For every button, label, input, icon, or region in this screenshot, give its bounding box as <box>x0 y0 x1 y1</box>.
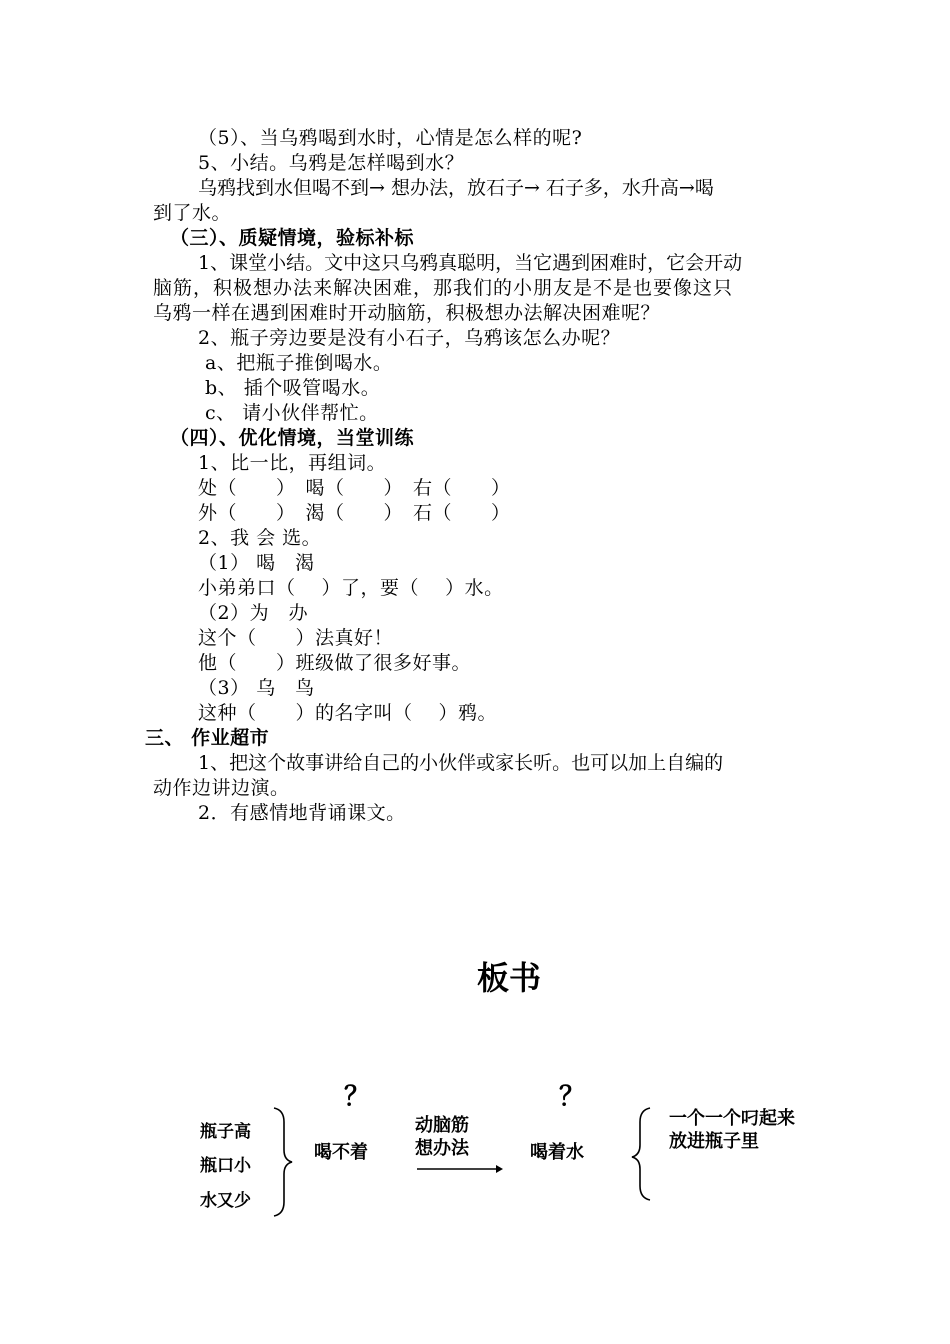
board-left-item: 瓶子高 <box>200 1122 251 1142</box>
text-line: 乌鸦找到水但喝不到→ 想办法，放石子→ 石子多，水升高→喝 <box>198 177 714 199</box>
board-think-line1: 动脑筋 <box>415 1115 469 1136</box>
text-line: 到了水。 <box>153 202 232 224</box>
text-line: 外（ ） 渴（ ） 石（ ） <box>198 502 511 524</box>
right-brace <box>632 1108 650 1200</box>
board-think-line2: 想办法 <box>415 1138 469 1159</box>
board-right-line1: 一个一个叼起来 <box>669 1108 795 1129</box>
text-line: 乌鸦一样在遇到困难时开动脑筋，积极想办法解决困难呢？ <box>153 302 661 324</box>
text-line: 这种（ ）的名字叫（ ）鸦。 <box>198 702 498 724</box>
text-line: 1、比一比，再组词。 <box>198 452 387 474</box>
text-line: 脑筋，积极想办法来解决困难，那我们的小朋友是不是也要像这只 <box>153 277 734 299</box>
text-line: 2、我 会 选。 <box>198 527 322 549</box>
board-title: 板书 <box>477 959 542 997</box>
text-line: 1、课堂小结。文中这只乌鸦真聪明，当它遇到困难时，它会开动 <box>198 252 743 274</box>
text-line: 他（ ）班级做了很多好事。 <box>198 652 472 674</box>
text-line: （1） 喝 渴 <box>198 552 315 574</box>
board-left-item: 瓶口小 <box>200 1156 251 1176</box>
section-heading: 三、 作业超市 <box>145 727 270 749</box>
text-line: （3） 乌 鸟 <box>198 677 315 699</box>
left-brace <box>274 1108 292 1216</box>
section-heading: （四）、优化情境，当堂训练 <box>170 427 415 449</box>
board-can-drink: 喝着水 <box>530 1142 584 1163</box>
list-item: a、把瓶子推倒喝水。 <box>205 352 393 374</box>
text-line: 1、把这个故事讲给自己的小伙伴或家长听。也可以加上自编的 <box>198 752 724 774</box>
text-line: 动作边讲边演。 <box>153 777 290 799</box>
text-line: 处（ ） 喝（ ） 右（ ） <box>198 477 511 499</box>
arrow-head <box>496 1165 503 1173</box>
text-line: 2．有感情地背诵课文。 <box>198 802 406 824</box>
list-item: c、 请小伙伴帮忙。 <box>205 402 379 424</box>
board-left-item: 水又少 <box>200 1191 251 1211</box>
text-line: 5、小结。乌鸦是怎样喝到水？ <box>198 152 465 174</box>
text-line: （5）、当乌鸦喝到水时，心情是怎么样的呢? <box>198 127 583 149</box>
text-line: 小弟弟口（ ）了，要（ ）水。 <box>198 577 504 599</box>
question-mark: ？ <box>559 1082 586 1112</box>
question-mark: ？ <box>344 1082 371 1112</box>
text-line: （2）为 办 <box>198 602 309 624</box>
board-cannot-drink: 喝不着 <box>314 1142 368 1163</box>
text-line: 2、瓶子旁边要是没有小石子，乌鸦该怎么办呢？ <box>198 327 621 349</box>
list-item: b、 插个吸管喝水。 <box>205 377 381 399</box>
board-right-line2: 放进瓶子里 <box>669 1131 759 1152</box>
section-heading: （三）、质疑情境，验标补标 <box>170 227 415 249</box>
text-line: 这个（ ）法真好！ <box>198 627 394 649</box>
